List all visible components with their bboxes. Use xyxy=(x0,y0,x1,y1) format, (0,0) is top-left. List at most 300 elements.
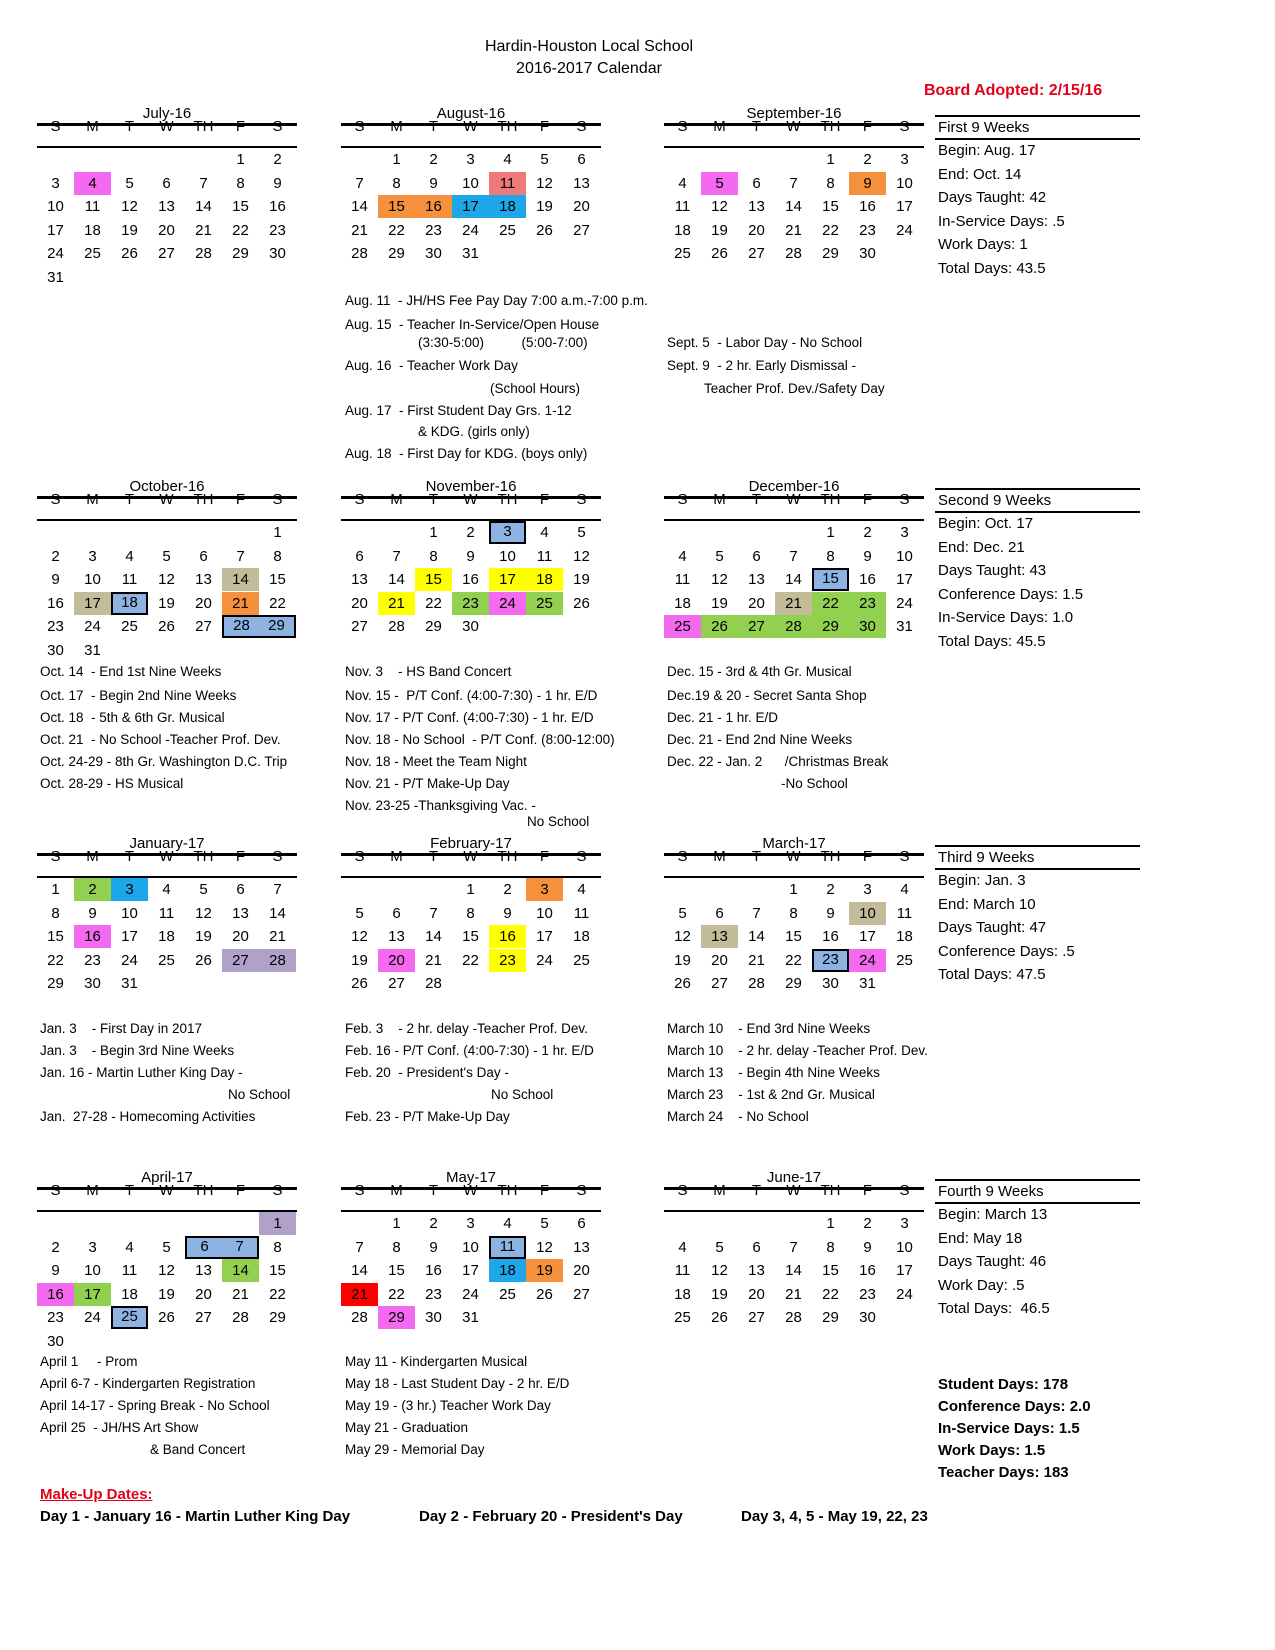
day-cell: 24 xyxy=(536,951,553,969)
summary-line: In-Service Days: .5 xyxy=(938,212,1065,230)
day-cell: 6 xyxy=(392,904,401,922)
day-cell: 13 xyxy=(351,571,368,588)
note-line-may: May 18 - Last Student Day - 2 hr. E/D xyxy=(345,1376,570,1391)
day-cell: 2 xyxy=(273,151,282,168)
day-cell: 7 xyxy=(199,174,208,192)
day-cell: 30 xyxy=(822,975,839,992)
weekday-header: M xyxy=(390,1182,403,1199)
day-cell: 5 xyxy=(540,151,549,168)
day-cell: 22 xyxy=(425,594,442,612)
note-line-aug: Aug. 16 - Teacher Work Day xyxy=(345,358,518,373)
day-cell: 14 xyxy=(222,568,259,591)
day-cell: 8 xyxy=(826,174,835,192)
day-cell: 12 xyxy=(351,928,368,945)
weekday-header: W xyxy=(786,491,801,508)
weekday-header: TH xyxy=(820,118,841,135)
weekday-header: F xyxy=(539,848,550,865)
day-cell: 15 xyxy=(785,928,802,945)
day-cell: 12 xyxy=(573,547,590,565)
day-cell: 11 xyxy=(121,1262,138,1279)
weekday-header: TH xyxy=(820,1182,841,1199)
day-cell: 7 xyxy=(392,547,401,565)
month-name: June-17 xyxy=(766,1169,822,1186)
day-cell: 19 xyxy=(711,1285,728,1303)
summary-line: End: March 10 xyxy=(938,895,1036,913)
day-cell: 19 xyxy=(711,594,728,612)
day-cell: 25 xyxy=(499,1285,516,1303)
note-line-jan: Jan. 27-28 - Homecoming Activities xyxy=(40,1109,256,1124)
day-cell: 15 xyxy=(378,195,415,218)
note-line-nov: Nov. 21 - P/T Make-Up Day xyxy=(345,776,510,791)
day-cell: 29 xyxy=(388,245,405,262)
day-cell: 5 xyxy=(540,1215,549,1232)
day-cell: 15 xyxy=(269,1262,286,1279)
day-cell: 21 xyxy=(269,928,286,945)
weekday-header: S xyxy=(899,118,910,135)
day-cell: 17 xyxy=(452,195,489,218)
day-cell: 16 xyxy=(37,1283,74,1306)
weekday-header: F xyxy=(539,1182,550,1199)
note-line-dec: Dec. 21 - End 2nd Nine Weeks xyxy=(667,732,853,747)
day-cell: 7 xyxy=(273,881,282,898)
day-cell: 25 xyxy=(111,1306,148,1329)
day-cell: 28 xyxy=(425,975,442,992)
day-cell: 25 xyxy=(526,592,563,615)
day-cell: 11 xyxy=(674,1262,691,1279)
day-cell: 13 xyxy=(195,571,212,588)
day-cell: 21 xyxy=(775,592,812,615)
day-cell: 30 xyxy=(84,975,101,992)
day-cell: 25 xyxy=(158,951,175,969)
day-cell: 12 xyxy=(536,1238,553,1256)
divider xyxy=(37,519,297,521)
day-cell: 1 xyxy=(259,1212,296,1235)
day-cell: 10 xyxy=(536,904,553,922)
day-cell: 5 xyxy=(701,172,738,195)
summary-line: Days Taught: 46 xyxy=(938,1253,1047,1270)
weekday-header: TH xyxy=(193,118,214,135)
weekday-header: T xyxy=(751,848,762,865)
day-cell: 16 xyxy=(425,1262,442,1279)
weekday-header: W xyxy=(159,848,174,865)
note-line-mar: March 10 - 2 hr. delay -Teacher Prof. Dev. xyxy=(667,1043,928,1058)
divider xyxy=(935,868,1140,870)
weekday-header: F xyxy=(862,1182,873,1199)
note-line-oct: Oct. 21 - No School -Teacher Prof. Dev. xyxy=(40,732,281,747)
day-cell: 31 xyxy=(462,245,479,262)
day-cell: 18 xyxy=(674,594,691,612)
summary-line: Total Days: 45.5 xyxy=(938,632,1046,650)
note-line-jan: Jan. 16 - Martin Luther King Day - xyxy=(40,1065,243,1080)
day-cell: 26 xyxy=(158,1309,175,1326)
day-cell: 4 xyxy=(125,547,134,565)
day-cell: 8 xyxy=(789,904,798,922)
day-cell: 19 xyxy=(573,571,590,588)
day-cell: 29 xyxy=(259,615,296,638)
day-cell: 3 xyxy=(900,151,909,168)
day-cell: 15 xyxy=(47,928,64,945)
day-cell: 22 xyxy=(269,1285,286,1303)
day-cell: 8 xyxy=(429,547,438,565)
day-cell: 9 xyxy=(849,172,886,195)
day-cell: 14 xyxy=(351,198,368,215)
day-cell: 23 xyxy=(47,1309,64,1326)
year-total: Teacher Days: 183 xyxy=(938,1464,1069,1481)
day-cell: 8 xyxy=(273,547,282,565)
weekday-header: F xyxy=(862,491,873,508)
day-cell: 19 xyxy=(674,951,691,969)
day-cell: 25 xyxy=(84,245,101,262)
weekday-header: F xyxy=(235,848,246,865)
day-cell: 3 xyxy=(88,547,97,565)
day-cell: 27 xyxy=(738,615,775,638)
note-line-sep: Sept. 5 - Labor Day - No School xyxy=(667,335,863,350)
weekday-header: T xyxy=(428,848,439,865)
day-cell: 30 xyxy=(47,1332,64,1350)
makeup-label: Make-Up Dates: xyxy=(40,1486,153,1503)
note-line-oct: Oct. 18 - 5th & 6th Gr. Musical xyxy=(40,710,225,725)
day-cell: 9 xyxy=(429,1238,438,1256)
day-cell: 17 xyxy=(74,1283,111,1306)
day-cell: 20 xyxy=(711,951,728,969)
note-line-dec: -No School xyxy=(781,776,848,791)
day-cell: 31 xyxy=(896,618,913,635)
day-cell: 9 xyxy=(51,571,60,588)
day-cell: 13 xyxy=(748,1262,765,1279)
weekday-header: T xyxy=(124,848,135,865)
day-cell: 21 xyxy=(195,221,212,239)
day-cell: 8 xyxy=(392,1238,401,1256)
note-line-sep: Teacher Prof. Dev./Safety Day xyxy=(704,381,885,396)
weekday-header: S xyxy=(899,848,910,865)
weekday-header: TH xyxy=(497,118,518,135)
day-cell: 1 xyxy=(826,151,835,168)
day-cell: 20 xyxy=(748,221,765,239)
day-cell: 22 xyxy=(388,221,405,239)
day-cell: 14 xyxy=(269,904,286,922)
weekday-header: T xyxy=(124,118,135,135)
day-cell: 30 xyxy=(425,1309,442,1326)
divider xyxy=(935,488,1140,490)
day-cell: 1 xyxy=(51,881,60,898)
day-cell: 4 xyxy=(678,547,687,565)
summary-title: Second 9 Weeks xyxy=(938,492,1052,509)
weekday-header: T xyxy=(428,1182,439,1199)
divider xyxy=(935,845,1140,847)
day-cell: 15 xyxy=(232,198,249,215)
day-cell: 24 xyxy=(896,221,913,239)
weekday-header: S xyxy=(576,118,587,135)
month-name: February-17 xyxy=(430,835,512,852)
day-cell: 18 xyxy=(121,1285,138,1303)
day-cell: 23 xyxy=(452,592,489,615)
day-cell: 26 xyxy=(536,221,553,239)
day-cell: 15 xyxy=(822,1262,839,1279)
day-cell: 7 xyxy=(236,547,245,565)
weekday-header: S xyxy=(50,491,61,508)
day-cell: 21 xyxy=(748,951,765,969)
day-cell: 11 xyxy=(573,904,590,922)
day-cell: 9 xyxy=(863,547,872,565)
day-cell: 13 xyxy=(388,928,405,945)
weekday-header: M xyxy=(390,118,403,135)
day-cell: 5 xyxy=(162,1238,171,1256)
weekday-header: TH xyxy=(497,1182,518,1199)
day-cell: 19 xyxy=(121,221,138,239)
weekday-header: S xyxy=(677,848,688,865)
month-name: May-17 xyxy=(445,1169,497,1186)
note-line-dec: Dec. 15 - 3rd & 4th Gr. Musical xyxy=(667,664,852,679)
day-cell: 6 xyxy=(752,547,761,565)
divider xyxy=(935,511,1140,513)
day-cell: 24 xyxy=(896,594,913,612)
note-line-apr: April 25 - JH/HS Art Show xyxy=(40,1420,199,1435)
note-line-aug: Aug. 17 - First Student Day Grs. 1-12 xyxy=(345,403,572,418)
day-cell: 1 xyxy=(392,1215,401,1232)
day-cell: 3 xyxy=(88,1238,97,1256)
day-cell: 18 xyxy=(84,221,101,239)
day-cell: 26 xyxy=(158,618,175,635)
day-cell: 24 xyxy=(462,1285,479,1303)
weekday-header: S xyxy=(50,848,61,865)
day-cell: 15 xyxy=(415,568,452,591)
day-cell: 22 xyxy=(47,951,64,969)
makeup-day-1: Day 1 - January 16 - Martin Luther King Day xyxy=(40,1508,351,1525)
day-cell: 19 xyxy=(158,1285,175,1303)
summary-line: End: May 18 xyxy=(938,1229,1023,1247)
weekday-header: S xyxy=(50,1182,61,1199)
summary-title: Fourth 9 Weeks xyxy=(938,1183,1044,1200)
day-cell: 28 xyxy=(351,1309,368,1326)
day-cell: 18 xyxy=(489,1259,526,1282)
day-cell: 25 xyxy=(674,245,691,262)
day-cell: 15 xyxy=(812,568,849,591)
day-cell: 3 xyxy=(863,881,872,898)
summary-title: Third 9 Weeks xyxy=(938,849,1035,866)
day-cell: 7 xyxy=(752,904,761,922)
note-line-may: May 19 - (3 hr.) Teacher Work Day xyxy=(345,1398,551,1413)
day-cell: 29 xyxy=(812,615,849,638)
day-cell: 2 xyxy=(826,881,835,898)
day-cell: 14 xyxy=(195,198,212,215)
weekday-header: F xyxy=(539,491,550,508)
weekday-header: S xyxy=(272,491,283,508)
summary-line: Days Taught: 43 xyxy=(938,562,1047,579)
day-cell: 31 xyxy=(84,641,101,659)
note-line-apr: April 14-17 - Spring Break - No School xyxy=(40,1398,270,1413)
day-cell: 10 xyxy=(121,904,138,922)
weekday-header: S xyxy=(272,1182,283,1199)
day-cell: 4 xyxy=(503,1215,512,1232)
day-cell: 18 xyxy=(158,928,175,945)
day-cell: 3 xyxy=(466,151,475,168)
note-line-aug: Aug. 18 - First Day for KDG. (boys only) xyxy=(345,446,588,461)
weekday-header: W xyxy=(159,118,174,135)
day-cell: 26 xyxy=(674,975,691,992)
day-cell: 27 xyxy=(711,975,728,992)
day-cell: 6 xyxy=(355,547,364,565)
weekday-header: W xyxy=(786,118,801,135)
day-cell: 21 xyxy=(232,1285,249,1303)
makeup-day-2: Day 2 - February 20 - President's Day xyxy=(419,1508,683,1525)
weekday-header: S xyxy=(677,491,688,508)
weekday-header: F xyxy=(862,848,873,865)
day-cell: 10 xyxy=(462,1238,479,1256)
weekday-header: TH xyxy=(820,491,841,508)
day-cell: 8 xyxy=(466,904,475,922)
day-cell: 5 xyxy=(162,547,171,565)
day-cell: 31 xyxy=(121,975,138,992)
note-line-nov: No School xyxy=(527,814,590,829)
weekday-header: M xyxy=(713,118,726,135)
weekday-header: S xyxy=(50,118,61,135)
day-cell: 23 xyxy=(859,1285,876,1303)
day-cell: 3 xyxy=(111,878,148,901)
weekday-header: T xyxy=(751,118,762,135)
year-total: Conference Days: 2.0 xyxy=(938,1398,1091,1415)
day-cell: 20 xyxy=(573,198,590,215)
weekday-header: T xyxy=(751,491,762,508)
day-cell: 19 xyxy=(351,951,368,969)
day-cell: 16 xyxy=(822,928,839,945)
day-cell: 1 xyxy=(429,524,438,541)
day-cell: 6 xyxy=(752,174,761,192)
school-name: Hardin-Houston Local School xyxy=(484,38,694,55)
day-cell: 24 xyxy=(84,1309,101,1326)
weekday-header: M xyxy=(86,491,99,508)
day-cell: 17 xyxy=(74,592,111,615)
day-cell: 23 xyxy=(849,592,886,615)
day-cell: 11 xyxy=(489,172,526,195)
day-cell: 21 xyxy=(425,951,442,969)
day-cell: 16 xyxy=(859,571,876,588)
day-cell: 6 xyxy=(752,1238,761,1256)
day-cell: 25 xyxy=(674,1309,691,1326)
month-name: September-16 xyxy=(746,105,842,122)
day-cell: 3 xyxy=(900,524,909,541)
day-cell: 27 xyxy=(748,1309,765,1326)
summary-line: Begin: March 13 xyxy=(938,1206,1048,1223)
day-cell: 27 xyxy=(195,618,212,635)
summary-line: Total Days: 46.5 xyxy=(938,1300,1050,1317)
day-cell: 28 xyxy=(785,1309,802,1326)
day-cell: 7 xyxy=(789,547,798,565)
weekday-header: F xyxy=(539,118,550,135)
summary-line: Work Day: .5 xyxy=(938,1276,1025,1294)
day-cell: 26 xyxy=(711,1309,728,1326)
day-cell: 20 xyxy=(351,594,368,612)
year-total: Work Days: 1.5 xyxy=(938,1442,1046,1459)
summary-line: Begin: Aug. 17 xyxy=(938,142,1036,159)
day-cell: 8 xyxy=(392,174,401,192)
day-cell: 17 xyxy=(896,198,913,215)
day-cell: 24 xyxy=(462,221,479,239)
note-line-jan: No School xyxy=(228,1087,291,1102)
note-line-apr: & Band Concert xyxy=(150,1442,246,1457)
makeup-day-3: Day 3, 4, 5 - May 19, 22, 23 xyxy=(741,1508,928,1525)
summary-line: Conference Days: 1.5 xyxy=(938,585,1084,603)
day-cell: 29 xyxy=(232,245,249,262)
day-cell: 28 xyxy=(785,245,802,262)
day-cell: 6 xyxy=(577,1215,586,1232)
note-line-feb: Feb. 16 - P/T Conf. (4:00-7:30) - 1 hr. E/D xyxy=(345,1043,594,1058)
day-cell: 29 xyxy=(822,245,839,262)
day-cell: 11 xyxy=(674,571,691,588)
day-cell: 2 xyxy=(863,151,872,168)
day-cell: 6 xyxy=(199,547,208,565)
day-cell: 26 xyxy=(121,245,138,262)
weekday-header: S xyxy=(272,848,283,865)
day-cell: 27 xyxy=(573,221,590,239)
note-line-aug: Aug. 11 - JH/HS Fee Pay Day 7:00 a.m.-7:00 p.m. xyxy=(345,293,648,308)
day-cell: 26 xyxy=(573,594,590,612)
day-cell: 7 xyxy=(789,174,798,192)
day-cell: 28 xyxy=(195,245,212,262)
note-line-nov: Nov. 15 - P/T Conf. (4:00-7:30) - 1 hr. E/D xyxy=(345,688,598,703)
day-cell: 25 xyxy=(573,951,590,969)
day-cell: 15 xyxy=(269,571,286,588)
day-cell: 23 xyxy=(812,949,849,972)
day-cell: 28 xyxy=(775,615,812,638)
note-line-aug: (School Hours) xyxy=(490,381,581,396)
day-cell: 11 xyxy=(896,904,913,922)
day-cell: 11 xyxy=(84,198,101,215)
day-cell: 24 xyxy=(84,618,101,635)
day-cell: 12 xyxy=(121,198,138,215)
day-cell: 23 xyxy=(425,1285,442,1303)
day-cell: 11 xyxy=(121,571,138,588)
day-cell: 25 xyxy=(896,951,913,969)
day-cell: 12 xyxy=(674,928,691,945)
note-line-feb: No School xyxy=(491,1087,554,1102)
day-cell: 31 xyxy=(859,975,876,992)
note-line-feb: Feb. 3 - 2 hr. delay -Teacher Prof. Dev. xyxy=(345,1021,588,1036)
day-cell: 4 xyxy=(162,881,171,898)
day-cell: 9 xyxy=(429,174,438,192)
day-cell: 22 xyxy=(822,221,839,239)
note-line-mar: March 13 - Begin 4th Nine Weeks xyxy=(667,1065,880,1080)
day-cell: 14 xyxy=(785,571,802,588)
day-cell: 17 xyxy=(896,571,913,588)
day-cell: 4 xyxy=(74,172,111,195)
day-cell: 13 xyxy=(195,1262,212,1279)
weekday-header: S xyxy=(576,491,587,508)
weekday-header: W xyxy=(786,848,801,865)
weekday-header: T xyxy=(428,491,439,508)
day-cell: 25 xyxy=(664,615,701,638)
day-cell: 2 xyxy=(863,1215,872,1232)
day-cell: 4 xyxy=(503,151,512,168)
summary-line: In-Service Days: 1.0 xyxy=(938,609,1074,626)
day-cell: 9 xyxy=(273,174,282,192)
day-cell: 24 xyxy=(47,245,64,262)
month-name: July-16 xyxy=(142,105,192,122)
note-line-apr: April 1 - Prom xyxy=(40,1354,138,1369)
day-cell: 9 xyxy=(503,904,512,922)
day-cell: 12 xyxy=(536,174,553,192)
day-cell: 13 xyxy=(701,925,738,948)
note-line-oct: Oct. 14 - End 1st Nine Weeks xyxy=(40,664,222,679)
day-cell: 6 xyxy=(162,174,171,192)
day-cell: 8 xyxy=(826,1238,835,1256)
weekday-header: S xyxy=(899,1182,910,1199)
day-cell: 5 xyxy=(715,547,724,565)
summary-line: Work Days: 1 xyxy=(938,236,1028,253)
day-cell: 30 xyxy=(47,641,64,659)
day-cell: 18 xyxy=(896,928,913,945)
day-cell: 13 xyxy=(748,198,765,215)
weekday-header: M xyxy=(713,848,726,865)
